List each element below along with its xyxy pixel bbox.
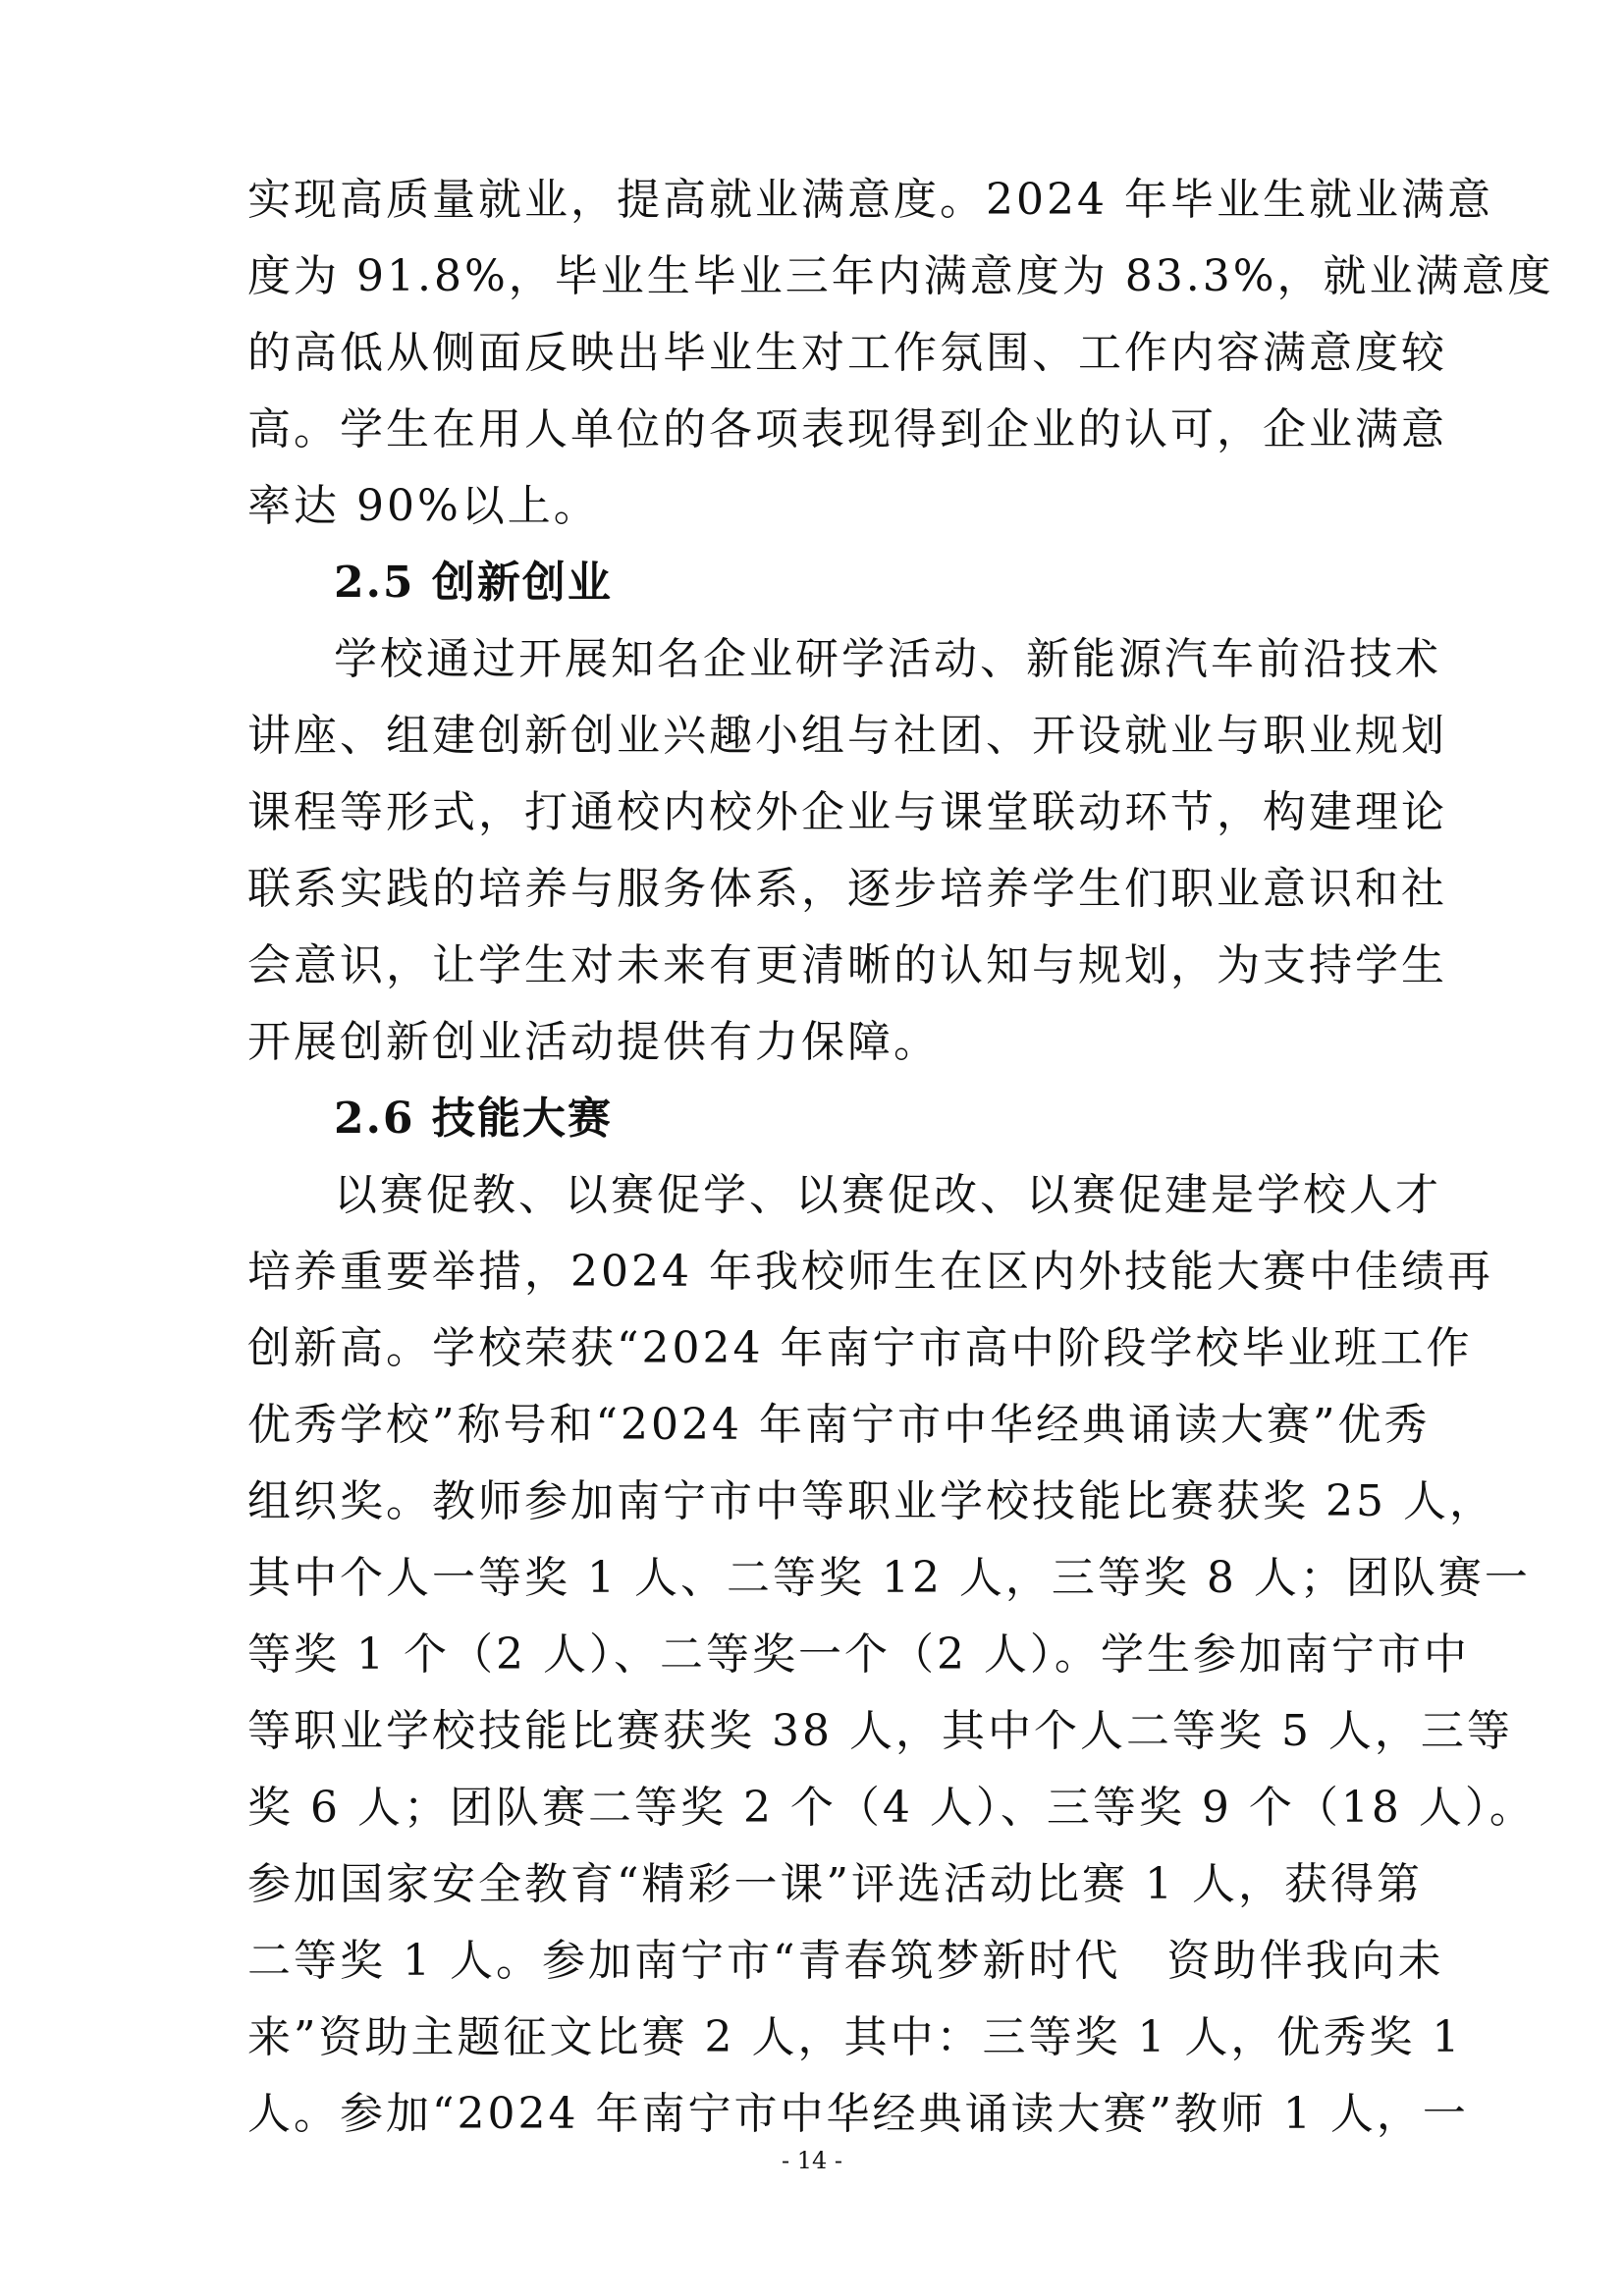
text-line: 的高低从侧面反映出毕业生对工作氛围、工作内容满意度较 bbox=[247, 328, 1447, 378]
text-line: 奖 6 人；团队赛二等奖 2 个（4 人）、三等奖 9 个（18 人）。 bbox=[247, 1783, 1536, 1833]
text-line: 等职业学校技能比赛获奖 38 人，其中个人二等奖 5 人，三等 bbox=[247, 1706, 1513, 1756]
text-line: 等奖 1 个（2 人）、二等奖一个（2 人）。学生参加南宁市中 bbox=[247, 1629, 1470, 1680]
text-line: 参加国家安全教育“精彩一课”评选活动比赛 1 人，获得第 bbox=[247, 1859, 1423, 1909]
text-line: 开展创新创业活动提供有力保障。 bbox=[247, 1017, 940, 1067]
section-heading-innovation: 2.5 创新创业 bbox=[334, 558, 613, 608]
text-line: 联系实践的培养与服务体系，逐步培养学生们职业意识和社 bbox=[247, 864, 1447, 914]
text-line: 课程等形式，打通校内校外企业与课堂联动环节，构建理论 bbox=[247, 787, 1447, 837]
paragraph-skills-competition bbox=[247, 1157, 1536, 2153]
text-line: 度为 91.8%，毕业生毕业三年内满意度为 83.3%，就业满意度 bbox=[247, 251, 1554, 301]
text-line: 优秀学校”称号和“2024 年南宁市中华经典诵读大赛”优秀 bbox=[247, 1400, 1431, 1450]
paragraph-employment-satisfaction bbox=[247, 162, 1554, 545]
text-line: 人。参加“2024 年南宁市中华经典诵读大赛”教师 1 人，一 bbox=[247, 2089, 1469, 2139]
text-line: 组织奖。教师参加南宁市中等职业学校技能比赛获奖 25 人， bbox=[247, 1476, 1495, 1526]
body-text bbox=[247, 162, 1554, 2153]
text-line: 以赛促教、以赛促学、以赛促改、以赛促建是学校人才 bbox=[334, 1170, 1441, 1220]
section-heading-skills-competition: 2.6 技能大赛 bbox=[334, 1094, 613, 1144]
text-line: 来”资助主题征文比赛 2 人，其中：三等奖 1 人，优秀奖 1 bbox=[247, 2012, 1463, 2062]
text-line: 二等奖 1 人。参加南宁市“青春筑梦新时代 资助伴我向未 bbox=[247, 1936, 1444, 1986]
text-line: 率达 90%以上。 bbox=[247, 481, 600, 531]
text-line: 高。学生在用人单位的各项表现得到企业的认可，企业满意 bbox=[247, 404, 1447, 454]
text-line: 会意识，让学生对未来有更清晰的认知与规划，为支持学生 bbox=[247, 940, 1447, 990]
text-line: 其中个人一等奖 1 人、二等奖 12 人，三等奖 8 人；团队赛一 bbox=[247, 1553, 1531, 1603]
text-line: 学校通过开展知名企业研学活动、新能源汽车前沿技术 bbox=[334, 634, 1441, 684]
paragraph-innovation bbox=[247, 621, 1447, 1081]
text-line: 实现高质量就业，提高就业满意度。2024 年毕业生就业满意 bbox=[247, 175, 1493, 225]
text-line: 培养重要举措，2024 年我校师生在区内外技能大赛中佳绩再 bbox=[247, 1247, 1493, 1297]
text-line: 创新高。学校荣获“2024 年南宁市高中阶段学校毕业班工作 bbox=[247, 1323, 1473, 1373]
text-line: 讲座、组建创新创业兴趣小组与社团、开设就业与职业规划 bbox=[247, 711, 1447, 761]
page-number: - 14 - bbox=[781, 2147, 842, 2174]
